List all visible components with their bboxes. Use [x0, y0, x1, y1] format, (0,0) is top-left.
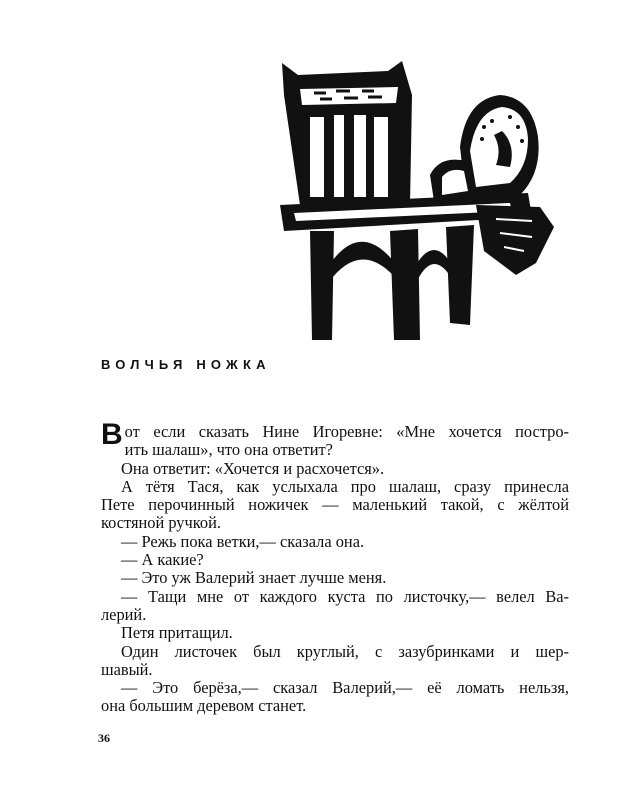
text-line: она большим деревом станет.: [101, 696, 307, 716]
chair-and-child-illustration: [270, 55, 570, 350]
paragraph: Она ответит: «Хочется и расхочется».: [121, 458, 385, 478]
paragraph: [101, 418, 569, 460]
paragraph: [101, 588, 569, 625]
paragraph: — Режь пока ветки,— сказала она.: [121, 531, 365, 551]
paragraph: [101, 679, 569, 716]
text-line: от если сказать Нине Игоревне: «Мне хочется постро-: [124, 422, 569, 441]
drop-cap: В: [101, 418, 123, 451]
text-line: — Тащи мне от каждого куста по листочку,— велел Ва-: [121, 586, 569, 606]
text-line: ить шалаш», что она ответит?: [124, 440, 333, 460]
story-text: [101, 418, 569, 716]
text-line: Пете перочинный ножичек — маленький такой, с жёлтой: [101, 495, 569, 515]
paragraph: [101, 478, 569, 533]
paragraph: — Это уж Валерий знает лучше меня.: [121, 568, 387, 588]
text-line: шавый.: [101, 659, 153, 679]
paragraph: [101, 643, 569, 680]
page-number: 36: [98, 731, 110, 745]
text-line: А тётя Тася, как услыхала про шалаш, сразу принесла: [121, 476, 569, 496]
text-line: Один листочек был круглый, с зазубринками и шер-: [121, 641, 569, 661]
text-line: — Это берёза,— сказал Валерий,— её ломать нельзя,: [121, 678, 569, 698]
text-line: костяной ручкой.: [101, 513, 221, 533]
text-line: лерий.: [101, 604, 147, 624]
paragraph: — А какие?: [121, 550, 204, 570]
chapter-title: ВОЛЧЬЯ НОЖКА: [101, 357, 271, 372]
paragraph: Петя притащил.: [121, 623, 233, 643]
